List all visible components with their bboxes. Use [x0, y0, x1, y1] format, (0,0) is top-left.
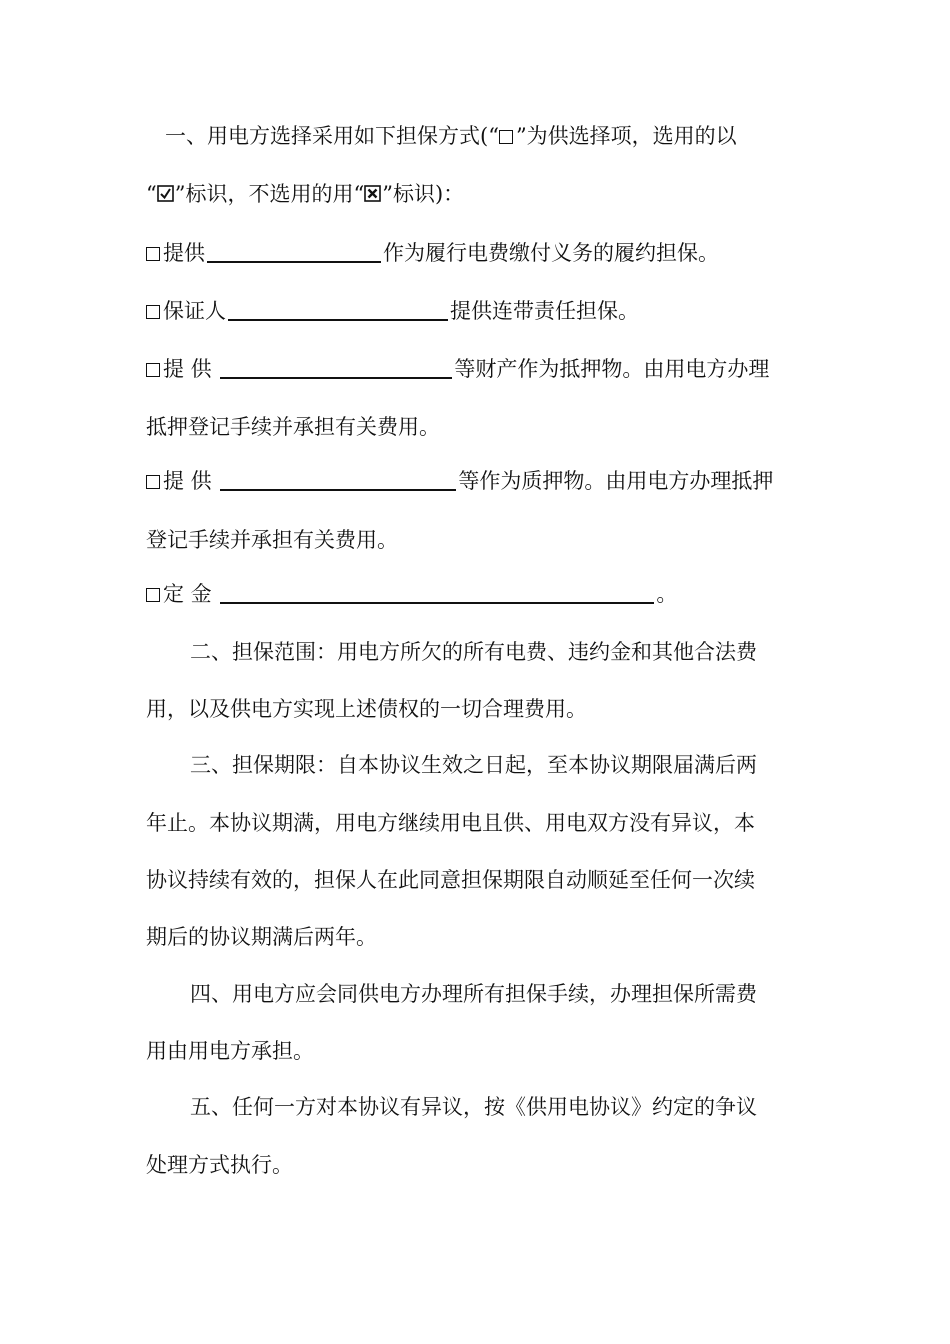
- fill-in-blank[interactable]: [207, 241, 381, 263]
- option-label: 定 金: [163, 582, 219, 606]
- option-checkbox[interactable]: [146, 475, 160, 489]
- option-label: 提 供: [163, 357, 219, 381]
- option-mortgage: [146, 355, 769, 383]
- clause3-line3: [146, 866, 755, 894]
- option-pledge-cont: [146, 526, 398, 554]
- option-label: 保证人: [163, 299, 226, 323]
- clause5-line2: [146, 1151, 293, 1179]
- option-checkbox[interactable]: [146, 588, 160, 602]
- option-label: 等作为质押物。由用电方办理抵押: [458, 469, 774, 493]
- option-checkbox[interactable]: [146, 247, 160, 261]
- fill-in-blank[interactable]: [228, 299, 448, 321]
- paragraph-text: 用由用电方承担。: [146, 1039, 314, 1063]
- paragraph-text: 用，以及供电方实现上述债权的一切合理费用。: [146, 697, 587, 721]
- clause1-text: ”标识)：: [382, 182, 465, 206]
- clause1-line1: [165, 122, 737, 150]
- option-earnest-money: [146, 580, 677, 608]
- option-label: 提供连带责任担保。: [450, 299, 639, 323]
- clause4-line1: [190, 980, 757, 1008]
- option-label: 抵押登记手续并承担有关费用。: [146, 415, 440, 439]
- option-label: 等财产作为抵押物。由用电方办理: [454, 357, 770, 381]
- clause3-line2: [146, 809, 755, 837]
- fill-in-blank[interactable]: [220, 582, 654, 604]
- clause1-text: ”为供选择项，选用的以: [515, 124, 737, 148]
- clause1-line2: [146, 180, 464, 208]
- option-label: 。: [656, 582, 678, 606]
- option-deposit-performance: [146, 239, 719, 267]
- crossed-box-icon: [364, 185, 382, 203]
- clause2-line1: [190, 638, 757, 666]
- option-guarantor: [146, 297, 639, 325]
- fill-in-blank[interactable]: [220, 357, 452, 379]
- clause3-line4: [146, 923, 377, 951]
- option-mortgage-cont: [146, 413, 440, 441]
- option-pledge: [146, 467, 773, 495]
- clause5-line1: [190, 1093, 757, 1121]
- paragraph-text: 三、担保期限：自本协议生效之日起，至本协议期限届满后两: [190, 753, 757, 777]
- checked-box-icon: [157, 185, 175, 203]
- option-label: 作为履行电费缴付义务的履约担保。: [383, 241, 719, 265]
- paragraph-text: 四、用电方应会同供电方办理所有担保手续，办理担保所需费: [190, 982, 757, 1006]
- option-label: 提供: [163, 241, 205, 265]
- option-label: 提 供: [163, 469, 219, 493]
- clause1-text: 一、用电方选择采用如下担保方式(“: [165, 124, 499, 148]
- paragraph-text: 期后的协议期满后两年。: [146, 925, 377, 949]
- paragraph-text: 年止。本协议期满，用电方继续用电且供、用电双方没有异议，本: [146, 811, 755, 835]
- clause4-line2: [146, 1037, 314, 1065]
- option-label: 登记手续并承担有关费用。: [146, 528, 398, 552]
- paragraph-text: 五、任何一方对本协议有异议，按《供用电协议》约定的争议: [190, 1095, 757, 1119]
- fill-in-blank[interactable]: [220, 469, 456, 491]
- paragraph-text: 处理方式执行。: [146, 1153, 293, 1177]
- option-checkbox[interactable]: [146, 305, 160, 319]
- paragraph-text: 二、担保范围：用电方所欠的所有电费、违约金和其他合法费: [190, 640, 757, 664]
- empty-checkbox-icon: [499, 130, 513, 144]
- clause1-text: ”标识，不选用的用“: [174, 182, 365, 206]
- clause2-line2: [146, 695, 587, 723]
- clause3-line1: [190, 751, 757, 779]
- quote-mark: “: [146, 182, 157, 206]
- option-checkbox[interactable]: [146, 363, 160, 377]
- paragraph-text: 协议持续有效的，担保人在此同意担保期限自动顺延至任何一次续: [146, 868, 755, 892]
